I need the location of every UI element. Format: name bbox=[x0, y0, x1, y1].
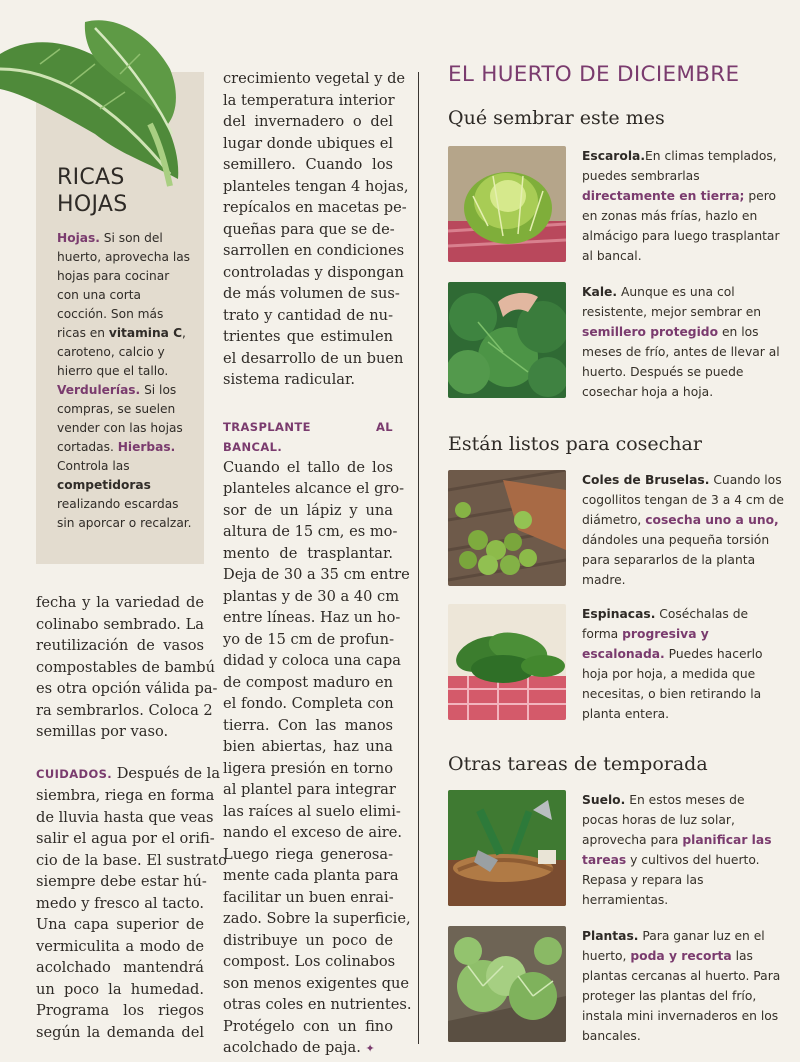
item-text: Aunque es una col resistente, mejor sembrar en bbox=[582, 285, 762, 319]
text-line: son menos exigentes que bbox=[223, 974, 410, 992]
text-line: tierra. Con las manos bbox=[223, 716, 393, 734]
text-line: colinabo sembrado. La bbox=[36, 615, 204, 633]
trasplante-subhead: TRASPLANTE AL BANCAL. bbox=[223, 419, 393, 454]
item-highlight: planificar las tareas bbox=[582, 833, 772, 867]
text-line: reutilización de vasos bbox=[36, 637, 204, 654]
text-line: altura de 15 cm, es mo- bbox=[223, 523, 398, 540]
young-plants-photo bbox=[448, 926, 566, 1042]
item-escarola bbox=[582, 146, 784, 266]
text-line: planteles alcance el gro- bbox=[223, 480, 405, 497]
text-line-final bbox=[223, 1037, 393, 1060]
item-name: Coles de Bruselas. bbox=[582, 473, 710, 487]
item-name: Kale. bbox=[582, 285, 618, 299]
text-line: acolchado de paja. bbox=[223, 1039, 361, 1056]
item-highlight: cosecha uno a uno, bbox=[645, 513, 779, 527]
cuidados-subhead: CUIDADOS. bbox=[36, 766, 113, 781]
sidebar-title-line1: RICAS bbox=[57, 165, 125, 190]
hojas-text2: , caroteno, calcio y hierro que el tallo. bbox=[57, 326, 186, 378]
text-line: Cuando el tallo de los bbox=[223, 458, 393, 476]
text-line: otras coles en nutrientes. bbox=[223, 996, 412, 1013]
hierbas-bold: competidoras bbox=[57, 478, 151, 492]
sidebar-title bbox=[57, 164, 197, 218]
text-line: siempre debe estar hú- bbox=[36, 873, 207, 890]
text-line: entre líneas. Haz un ho- bbox=[223, 609, 401, 626]
text-line: bien abiertas, haz una bbox=[223, 738, 393, 755]
item-highlight: progresiva y escalonada. bbox=[582, 627, 709, 661]
text-line: trientes que estimulen bbox=[223, 328, 393, 345]
item-coles-bruselas bbox=[582, 470, 784, 590]
text-line: de más volumen de sus- bbox=[223, 285, 400, 302]
text-line: nando el exceso de aire. bbox=[223, 824, 403, 841]
text-line: semillas por vaso. bbox=[36, 723, 169, 740]
item-highlight: semillero protegido bbox=[582, 325, 719, 339]
text-line: cio de la base. El sustrato bbox=[36, 851, 227, 869]
brussels-sprouts-photo bbox=[448, 470, 566, 586]
text-line: distribuye un poco de bbox=[223, 931, 393, 949]
hierbas-text1: Controla las bbox=[57, 459, 130, 473]
col1-para1 bbox=[36, 592, 218, 743]
text-line: lugar donde ubiques el bbox=[223, 134, 394, 152]
text-line: del invernadero o del bbox=[223, 113, 393, 130]
text-line: Deja de 30 a 35 cm entre bbox=[223, 566, 410, 583]
item-name: Espinacas. bbox=[582, 607, 656, 621]
end-mark-icon: ✦ bbox=[365, 1042, 375, 1055]
text-line: yo de 15 cm de profun- bbox=[223, 630, 394, 648]
column-divider bbox=[418, 72, 419, 1044]
hojas-text: Si son del huerto, aprovecha las hojas para cocinar con una corta cocción. Son más ricas en bbox=[57, 231, 191, 340]
text-line: controladas y dispongan bbox=[223, 263, 404, 281]
item-text: Para ganar luz en el huerto, bbox=[582, 929, 765, 963]
text-line: queñas para que se de- bbox=[223, 220, 395, 238]
article-column-2 bbox=[223, 68, 412, 1060]
text-line: compost. Los colinabos bbox=[223, 953, 396, 970]
text-line: mente cada planta para bbox=[223, 867, 399, 884]
item-text: En climas templados, puedes sembrarlas bbox=[582, 149, 777, 183]
text-line: facilitar un buen enrai- bbox=[223, 888, 394, 906]
item-name: Suelo. bbox=[582, 793, 626, 807]
col2-para2 bbox=[223, 457, 412, 1060]
escarola-photo bbox=[448, 146, 566, 262]
text-line: vermiculita a modo de bbox=[36, 937, 204, 955]
item-kale bbox=[582, 282, 784, 402]
text-line: mento de trasplantar. bbox=[223, 544, 393, 562]
item-name: Escarola. bbox=[582, 149, 646, 163]
text-line: trato y cantidad de nu- bbox=[223, 306, 393, 324]
text-line: al plantel para integrar bbox=[223, 781, 396, 798]
text-line: medo y fresco al tacto. bbox=[36, 894, 205, 912]
item-text: y cultivos del huerto. Repasa y repara las herramientas. bbox=[582, 853, 760, 907]
col1-cuidados bbox=[36, 763, 227, 1044]
item-text: Puedes hacerlo hoja por hoja, a medida que necesitas, o bien retirando la planta entera. bbox=[582, 647, 763, 721]
article-column-1 bbox=[36, 592, 227, 1043]
text-line: el fondo. Completa con bbox=[223, 695, 394, 712]
cuidados-first-line bbox=[36, 763, 221, 786]
item-highlight: directamente en tierra; bbox=[582, 189, 745, 203]
text-line: ra sembrarlos. Coloca 2 bbox=[36, 701, 213, 719]
cuidados-first-text: Después de la bbox=[116, 764, 221, 782]
hojas-term: Hojas. bbox=[57, 231, 100, 245]
text-line: según la demanda del bbox=[36, 1023, 204, 1041]
text-line: fecha y la variedad de bbox=[36, 594, 204, 611]
text-line: ligera presión en torno bbox=[223, 759, 394, 777]
hierbas-text2: realizando escardas sin aporcar o recalzar. bbox=[57, 497, 192, 530]
text-line: el desarrollo de un buen bbox=[223, 349, 404, 367]
text-line: semillero. Cuando los bbox=[223, 156, 393, 173]
verdulerias-text: Si los compras, se suelen vender con las hojas cortadas. bbox=[57, 383, 183, 454]
text-line: siembra, riega en forma bbox=[36, 787, 215, 804]
text-line: plantas y de 30 a 40 cm bbox=[223, 587, 400, 605]
text-line: zado. Sobre la superficie, bbox=[223, 910, 411, 927]
item-text: en los meses de frío, antes de llevar al huerto. Después se puede cosechar hoja a hoja. bbox=[582, 325, 780, 399]
text-line: Una capa superior de bbox=[36, 916, 204, 933]
item-text: las plantas cercanas al huerto. Para proteger las plantas del frío, instala mini invernaderos en los bancales. bbox=[582, 949, 781, 1043]
item-text: En estos meses de pocas horas de luz solar, aprovecha para bbox=[582, 793, 745, 847]
leaf-illustration bbox=[0, 14, 190, 189]
text-line: es otra opción válida pa- bbox=[36, 680, 218, 697]
text-line: acolchado mantendrá bbox=[36, 959, 204, 976]
garden-tools-photo bbox=[448, 790, 566, 906]
item-name: Plantas. bbox=[582, 929, 639, 943]
item-text: dándoles una pequeña torsión para separarlos de la planta madre. bbox=[582, 533, 770, 587]
item-suelo bbox=[582, 790, 784, 910]
text-line: las raíces al suelo elimi- bbox=[223, 802, 401, 820]
text-line: un poco la humedad. bbox=[36, 980, 204, 998]
item-text: pero en zonas más frías, hazlo en almácigo para luego trasplantar al bancal. bbox=[582, 189, 780, 263]
section-heading-harvest: Están listos para cosechar bbox=[448, 433, 702, 455]
section-heading-tasks: Otras tareas de temporada bbox=[448, 753, 708, 775]
text-line: la temperatura interior bbox=[223, 91, 395, 109]
item-text: Coséchalas de forma bbox=[582, 607, 749, 641]
item-plantas bbox=[582, 926, 784, 1046]
text-line: repícalos en macetas pe- bbox=[223, 199, 407, 216]
text-line: sor de un lápiz y una bbox=[223, 501, 393, 519]
text-line: de lluvia hasta que veas bbox=[36, 808, 214, 826]
text-line: didad y coloca una capa bbox=[223, 652, 401, 669]
text-line: sarrollen en condiciones bbox=[223, 242, 405, 259]
col2-para1 bbox=[223, 68, 409, 391]
item-text: Cuando los cogollitos tengan de 3 a 4 cm de diámetro, bbox=[582, 473, 784, 527]
hierbas-term: Hierbas. bbox=[117, 440, 176, 454]
sidebar-body bbox=[57, 229, 193, 533]
text-line: crecimiento vegetal y de bbox=[223, 70, 406, 87]
text-line: Luego riega generosa- bbox=[223, 845, 393, 863]
text-line: salir el agua por el orifi- bbox=[36, 830, 215, 847]
item-espinacas bbox=[582, 604, 784, 724]
kale-photo bbox=[448, 282, 566, 398]
sidebar-title-line2: HOJAS bbox=[57, 192, 128, 217]
verdulerias-term: Verdulerías. bbox=[57, 383, 141, 397]
item-highlight: poda y recorta bbox=[630, 949, 732, 963]
text-line: Programa los riegos bbox=[36, 1002, 204, 1019]
text-line: de compost maduro en bbox=[223, 673, 393, 691]
hojas-vitamin: vitamina C bbox=[108, 326, 183, 340]
text-line: compostables de bambú bbox=[36, 658, 215, 676]
text-line: Protégelo con un fino bbox=[223, 1017, 393, 1035]
text-line: planteles tengan 4 hojas, bbox=[223, 177, 409, 195]
text-line: sistema radicular. bbox=[223, 371, 355, 388]
section-heading-sow: Qué sembrar este mes bbox=[448, 107, 665, 129]
spinach-photo bbox=[448, 604, 566, 720]
section-title: EL HUERTO DE DICIEMBRE bbox=[448, 62, 740, 87]
